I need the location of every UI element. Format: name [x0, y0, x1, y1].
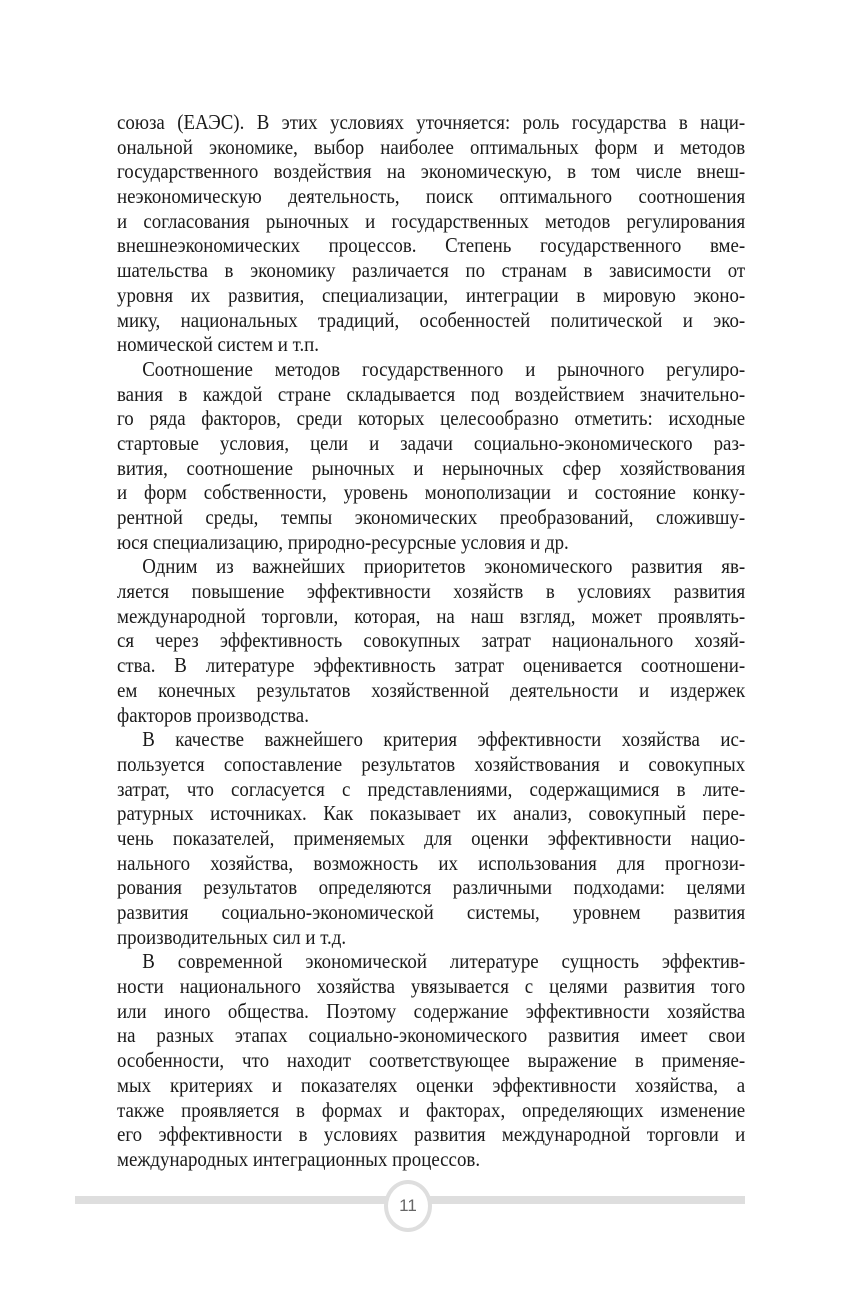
paragraph [117, 110, 745, 357]
text-line: союза (ЕАЭС). В этих условиях уточняется: роль государства в наци- [117, 110, 746, 134]
text-line: мику, национальных традиций, особенностей политической и эко- [117, 307, 746, 332]
text-line: международных интеграционных процессов. [117, 1146, 481, 1171]
text-line: мых критериях и показателях оценки эффективности хозяйства, а [117, 1072, 746, 1097]
page-number-badge [384, 1180, 432, 1232]
text-line: нального хозяйства, возможность их использования для прогнози- [117, 850, 746, 875]
text-line: факторов производства. [117, 702, 309, 727]
text-line: государственного воздействия на экономическую, в том числе внеш- [117, 159, 746, 184]
text-line: рентной среды, темпы экономических преобразований, сложившу- [117, 505, 746, 529]
text-line: пользуется сопоставление результатов хозяйствования и совокупных [117, 751, 746, 776]
text-line: ратурных источниках. Как показывает их анализ, совокупный пере- [117, 801, 746, 826]
text-line: вания в каждой стране складывается под воздействием значительно- [117, 381, 746, 406]
text-line: ства. В литературе эффективность затрат оценивается соотношени- [117, 653, 746, 678]
text-line: Одним из важнейших приоритетов экономического развития яв- [142, 554, 746, 579]
text-line: юся специализацию, природно-ресурсные условия и др. [117, 529, 569, 554]
text-line: и форм собственности, уровень монополизации и состояние конку- [117, 480, 746, 505]
text-line: ляется повышение эффективности хозяйств в условиях развития [117, 579, 746, 604]
text-line: го ряда факторов, среди которых целесообразно отметить: исходные [117, 406, 746, 431]
text-line: стартовые условия, цели и задачи социально-экономического раз- [117, 430, 746, 455]
text-line: производительных сил и т.д. [117, 924, 347, 949]
text-line: особенности, что находит соответствующее выражение в применяе- [117, 1048, 746, 1073]
text-line: ности национального хозяйства увязывается с целями развития того [117, 974, 746, 999]
text-line: на разных этапах социально-экономического развития имеет свои [117, 1023, 746, 1048]
text-line: и согласования рыночных и государственных методов регулирования [117, 208, 746, 233]
text-line: шательства в экономику различается по странам в зависимости от [117, 258, 746, 283]
text-line: Соотношение методов государственного и рыночного регулиро- [142, 356, 746, 381]
paragraph [117, 554, 745, 727]
text-line: ем конечных результатов хозяйственной деятельности и издержек [117, 677, 746, 702]
text-line: чень показателей, применяемых для оценки эффективности нацио- [117, 825, 746, 850]
text-line: В качестве важнейшего критерия эффективности хозяйства ис- [142, 727, 746, 752]
text-line: международной торговли, которая, на наш взгляд, может проявлять- [117, 603, 746, 628]
text-line: затрат, что согласуется с представлениями, содержащимися в лите- [117, 776, 746, 801]
text-line: В современной экономической литературе сущность эффектив- [142, 949, 746, 974]
text-line: номической систем и т.п. [117, 332, 320, 357]
body-text [117, 110, 745, 1172]
text-line: ональной экономике, выбор наиболее оптимальных форм и методов [117, 134, 746, 159]
text-line: вития, соотношение рыночных и нерыночных сфер хозяйствования [117, 455, 746, 480]
text-line: неэкономическую деятельность, поиск оптимального соотношения [117, 184, 746, 209]
text-line: также проявляется в формах и факторах, определяющих изменение [117, 1097, 746, 1122]
paragraph [117, 727, 745, 949]
text-line: или иного общества. Поэтому содержание эффективности хозяйства [117, 998, 746, 1023]
text-line: рования результатов определяются различными подходами: целями [117, 875, 746, 900]
text-line: уровня их развития, специализации, интеграции в мировую эконо- [117, 282, 746, 307]
text-line: ся через эффективность совокупных затрат национального хозяй- [117, 628, 746, 653]
text-line: его эффективности в условиях развития международной торговли и [117, 1122, 746, 1147]
text-line: развития социально-экономической системы, уровнем развития [117, 900, 746, 924]
paragraph [117, 357, 745, 555]
text-line: внешнеэкономических процессов. Степень государственного вме- [117, 233, 746, 258]
paragraph [117, 949, 745, 1171]
page-number: 11 [399, 1196, 417, 1215]
